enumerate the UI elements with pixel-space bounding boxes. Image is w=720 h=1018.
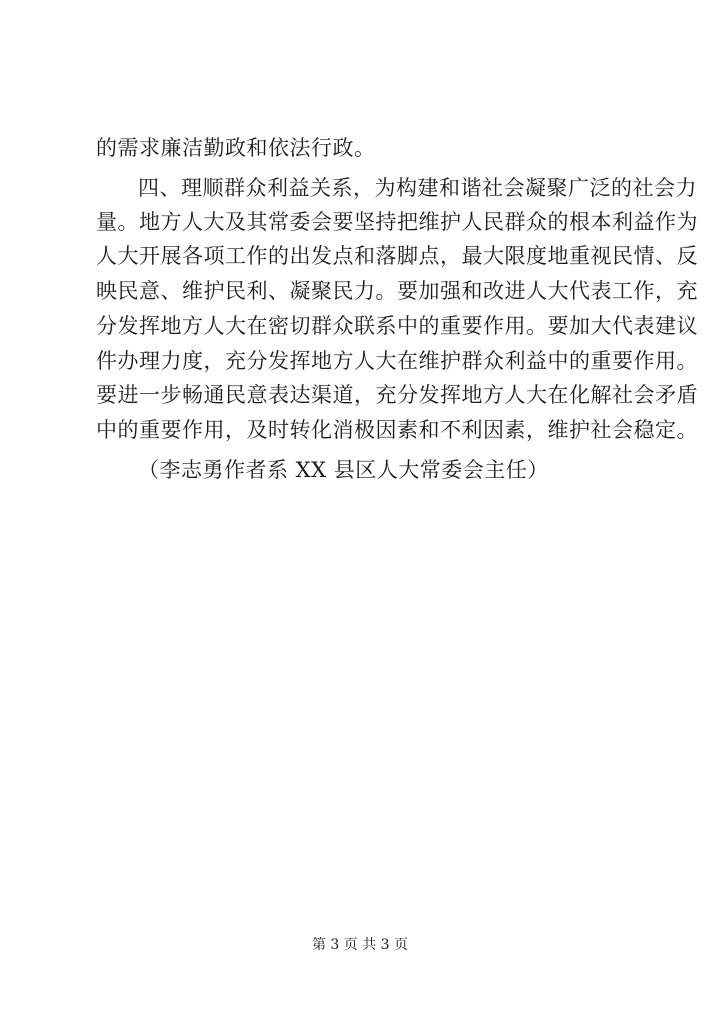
paragraph-line-8: 要进一步畅通民意表达渠道，充分发挥地方人大在化解社会矛盾 xyxy=(96,383,698,407)
page-number: 第 3 页 共 3 页 xyxy=(311,937,409,953)
author-note: （李志勇作者系 XX 县区人大常委会主任） xyxy=(138,458,549,482)
paragraph-line-1: 的需求廉洁勤政和依法行政。 xyxy=(96,136,376,160)
paragraph-line-4: 人大开展各项工作的出发点和落脚点，最大限度地重视民情、反 xyxy=(96,244,698,268)
paragraph-line-3: 量。地方人大及其常委会要坚持把维护人民群众的根本利益作为 xyxy=(96,210,698,234)
paragraph-line-5: 映民意、维护民利、凝聚民力。要加强和改进人大代表工作，充 xyxy=(96,279,698,303)
paragraph-line-6: 分发挥地方人大在密切群众联系中的重要作用。要加大代表建议 xyxy=(96,314,698,338)
paragraph-line-2: 四、理顺群众利益关系，为构建和谐社会凝聚广泛的社会力 xyxy=(138,176,697,200)
paragraph-line-7: 件办理力度，充分发挥地方人大在维护群众利益中的重要作用。 xyxy=(96,349,698,373)
paragraph-line-9: 中的重要作用，及时转化消极因素和不利因素，维护社会稳定。 xyxy=(96,418,698,442)
